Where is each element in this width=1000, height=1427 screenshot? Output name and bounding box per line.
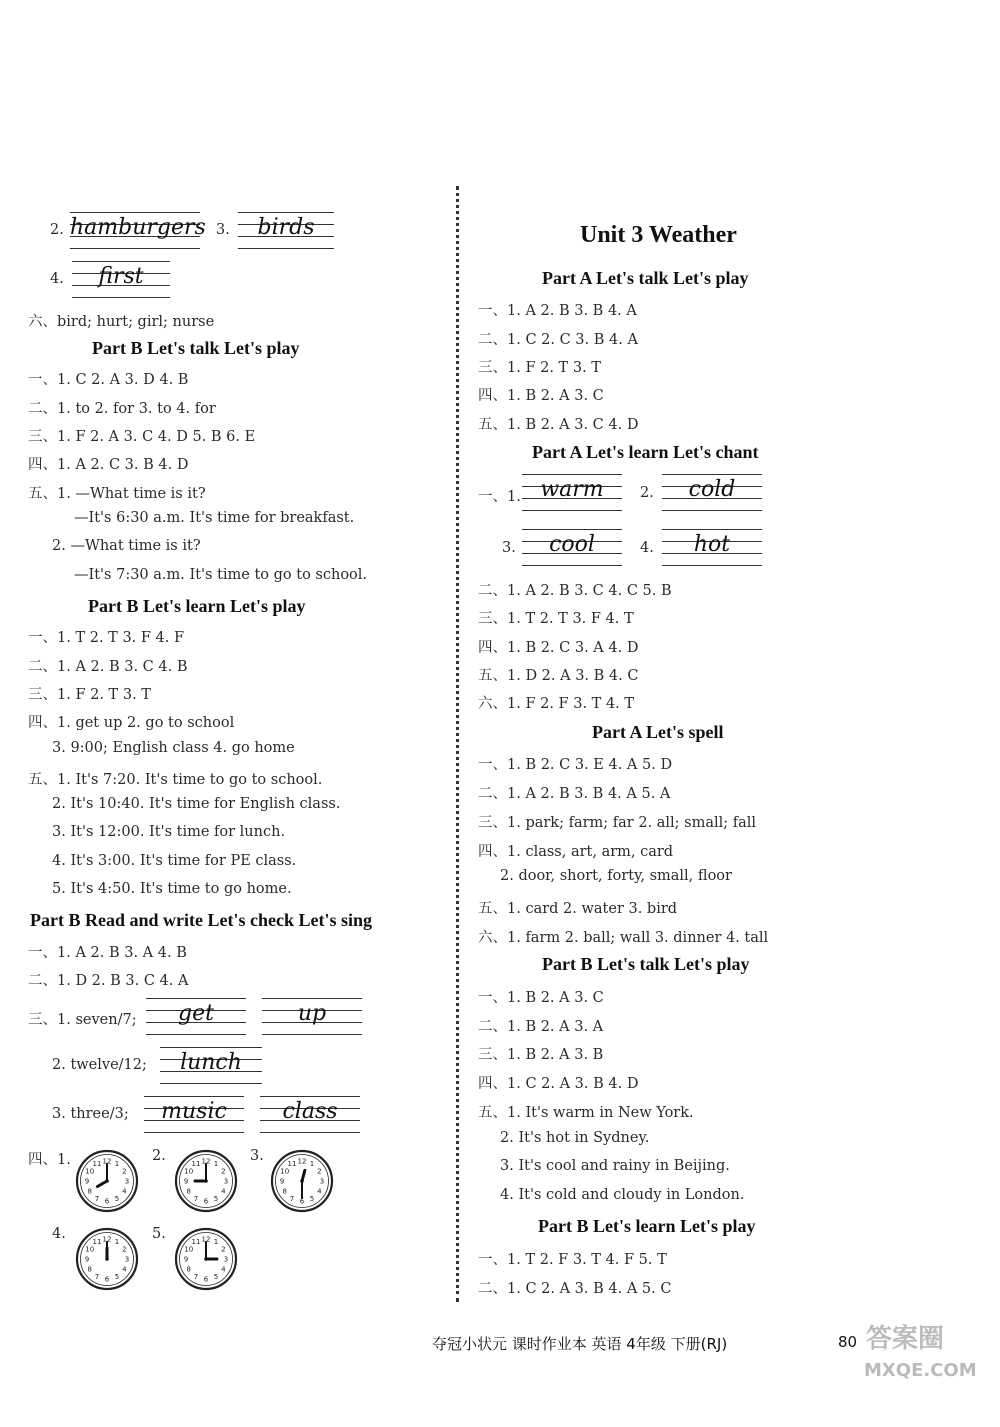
handwriting-box [144, 1096, 244, 1134]
answer-line: 一、1. C 2. A 3. D 4. B [28, 372, 189, 388]
clock-numeral: 11 [287, 1160, 297, 1169]
answer-line: 四、1. C 2. A 3. B 4. D [478, 1076, 639, 1092]
answer-line: 六、1. F 2. F 3. T 4. T [478, 696, 635, 712]
answer-line: 2. door, short, forty, small, floor [500, 868, 732, 884]
clock-numeral: 10 [280, 1167, 290, 1176]
answer-line: 二、1. A 2. B 3. C 4. C 5. B [478, 583, 672, 599]
column-divider [456, 186, 459, 1302]
handwriting-box [146, 998, 246, 1036]
handwritten-word: cold [688, 477, 736, 502]
clock-numeral: 11 [191, 1238, 201, 1247]
clock-numeral: 1 [213, 1238, 219, 1247]
answer-line: 3. three/3; [52, 1106, 129, 1122]
section-heading: Part B Let's talk Let's play [92, 338, 300, 358]
answer-line: 3. It's cool and rainy in Beijing. [500, 1158, 730, 1174]
item-number: 4. [52, 1226, 66, 1242]
unit-title: Unit 3 Weather [580, 222, 737, 248]
book-footer: 夺冠小状元 课时作业本 英语 4年级 下册(RJ) [432, 1335, 728, 1353]
handwriting-box [262, 998, 362, 1036]
clock-numeral: 3 [223, 1255, 229, 1264]
section-heading: Part B Let's learn Let's play [538, 1216, 756, 1236]
clock-numeral: 6 [104, 1197, 110, 1206]
answer-line: 三、1. F 2. A 3. C 4. D 5. B 6. E [28, 429, 256, 445]
clock-numeral: 5 [309, 1194, 315, 1203]
clock-numeral: 4 [122, 1265, 127, 1274]
answer-line: 2. It's 10:40. It's time for English class. [52, 796, 341, 812]
answer-line: 2. It's hot in Sydney. [500, 1130, 650, 1146]
answer-line: 四、1. B 2. A 3. C [478, 388, 604, 404]
answer-line: 三、1. B 2. A 3. B [478, 1047, 604, 1063]
item-number: 4. [50, 271, 64, 287]
clock-numeral: 5 [213, 1272, 219, 1281]
answer-line: 三、1. T 2. T 3. F 4. T [478, 611, 634, 627]
answer-line: 六、1. farm 2. ball; wall 3. dinner 4. tall [478, 930, 769, 946]
answer-line: 二、1. C 2. A 3. B 4. A 5. C [478, 1281, 672, 1297]
clock-numeral: 3 [124, 1255, 130, 1264]
clock-numeral: 12 [297, 1157, 307, 1166]
handwritten-word: warm [540, 477, 604, 502]
clock-numeral: 3 [124, 1177, 130, 1186]
handwriting-box [522, 474, 622, 512]
section-heading: Part B Let's talk Let's play [542, 954, 750, 974]
clock-numeral: 9 [183, 1255, 189, 1264]
answer-line: 二、1. A 2. B 3. C 4. B [28, 659, 188, 675]
clock-numeral: 1 [114, 1160, 120, 1169]
item-number: 2. [152, 1148, 166, 1164]
clock-numeral: 3 [319, 1177, 325, 1186]
answer-line: 一、1. A 2. B 3. B 4. A [478, 303, 637, 319]
clock-numeral: 1 [213, 1160, 219, 1169]
clock-numeral: 10 [85, 1245, 95, 1254]
answer-line: 三、1. seven/7; [28, 1012, 137, 1028]
answer-line: 5. It's 4:50. It's time to go home. [52, 881, 292, 897]
section-heading: Part B Let's learn Let's play [88, 596, 306, 616]
clock-numeral: 5 [114, 1194, 120, 1203]
answer-line: 四、1. get up 2. go to school [28, 715, 235, 731]
answer-line: 3. It's 12:00. It's time for lunch. [52, 824, 286, 840]
clock-numeral: 9 [84, 1255, 90, 1264]
item-number: 3. [216, 222, 230, 238]
clock-face [173, 1226, 239, 1292]
clock-numeral: 10 [184, 1167, 194, 1176]
clock-numeral: 5 [114, 1272, 120, 1281]
clock-numeral: 8 [87, 1187, 92, 1196]
answer-line: 二、1. C 2. C 3. B 4. A [478, 332, 638, 348]
answer-line: 五、1. —What time is it? [28, 486, 206, 502]
answer-line: 四、1. [28, 1152, 71, 1168]
item-number: 5. [152, 1226, 166, 1242]
clock-numeral: 4 [221, 1187, 226, 1196]
clock-face [74, 1148, 140, 1214]
clock-face [173, 1148, 239, 1214]
clock-numeral: 8 [186, 1187, 191, 1196]
answer-line: 一、1. A 2. B 3. A 4. B [28, 945, 187, 961]
item-number: 2. [50, 222, 64, 238]
answer-line: 三、1. F 2. T 3. T [478, 360, 601, 376]
clock-numeral: 8 [186, 1265, 191, 1274]
clock-numeral: 7 [289, 1194, 295, 1203]
clock-numeral: 12 [201, 1235, 211, 1244]
clock-numeral: 9 [183, 1177, 189, 1186]
clock-numeral: 6 [203, 1197, 209, 1206]
section-heading: Part A Let's spell [592, 722, 724, 742]
handwritten-word: first [98, 264, 144, 289]
handwritten-word: hot [693, 532, 731, 557]
page-number: 80 [838, 1333, 858, 1351]
clock-numeral: 11 [92, 1160, 102, 1169]
handwritten-word: up [297, 1001, 327, 1026]
item-number: 3. [502, 540, 516, 556]
answer-line: 二、1. to 2. for 3. to 4. for [28, 401, 216, 417]
handwritten-word: music [161, 1099, 227, 1124]
clock-face [269, 1148, 335, 1214]
answer-line: 三、1. F 2. T 3. T [28, 687, 151, 703]
handwriting-box [522, 529, 622, 567]
clock-numeral: 12 [201, 1157, 211, 1166]
clock-numeral: 2 [122, 1245, 127, 1254]
clock-numeral: 1 [114, 1238, 120, 1247]
answer-line: 2. —What time is it? [52, 538, 201, 554]
clock-face [74, 1226, 140, 1292]
clock-numeral: 2 [317, 1167, 322, 1176]
item-number: 4. [640, 540, 654, 556]
handwritten-word: lunch [180, 1050, 242, 1075]
item-number: 2. [640, 485, 654, 501]
handwritten-word: class [282, 1099, 338, 1124]
section-heading: Part A Let's learn Let's chant [532, 442, 759, 462]
clock-numeral: 8 [282, 1187, 287, 1196]
answer-line: 一、1. T 2. F 3. T 4. F 5. T [478, 1252, 667, 1268]
answer-line: 一、1. B 2. C 3. E 4. A 5. D [478, 757, 673, 773]
answer-line: —It's 6:30 a.m. It's time for breakfast. [74, 510, 355, 526]
handwriting-box [72, 261, 170, 299]
answer-line: 3. 9:00; English class 4. go home [52, 740, 295, 756]
handwriting-box [260, 1096, 360, 1134]
handwriting-box [160, 1047, 262, 1085]
clock-numeral: 1 [309, 1160, 315, 1169]
answer-line: 4. It's 3:00. It's time for PE class. [52, 853, 297, 869]
clock-numeral: 12 [102, 1235, 112, 1244]
handwritten-word: cool [549, 532, 595, 557]
item-number: 3. [250, 1148, 264, 1164]
handwriting-box [662, 529, 762, 567]
answer-line: 一、1. T 2. T 3. F 4. F [28, 630, 185, 646]
clock-numeral: 4 [221, 1265, 226, 1274]
clock-numeral: 7 [193, 1272, 199, 1281]
answer-line: 2. twelve/12; [52, 1057, 147, 1073]
clock-numeral: 7 [193, 1194, 199, 1203]
clock-numeral: 2 [221, 1245, 226, 1254]
clock-numeral: 3 [223, 1177, 229, 1186]
answer-line: 四、1. B 2. C 3. A 4. D [478, 640, 639, 656]
handwriting-box [70, 212, 206, 250]
handwritten-word: hamburgers [70, 215, 206, 240]
clock-numeral: 12 [102, 1157, 112, 1166]
handwriting-box [662, 474, 762, 512]
handwritten-word: get [178, 1001, 214, 1026]
handwritten-word: birds [257, 215, 315, 240]
answer-line: 五、1. It's 7:20. It's time to go to school. [28, 772, 323, 788]
clock-numeral: 8 [87, 1265, 92, 1274]
answer-line: 五、1. It's warm in New York. [478, 1105, 694, 1121]
answer-line: 四、1. class, art, arm, card [478, 844, 674, 860]
clock-numeral: 7 [94, 1194, 100, 1203]
answer-line: 五、1. card 2. water 3. bird [478, 901, 678, 917]
answer-line: 五、1. B 2. A 3. C 4. D [478, 417, 639, 433]
answer-line: 二、1. D 2. B 3. C 4. A [28, 973, 189, 989]
clock-numeral: 2 [221, 1167, 226, 1176]
clock-numeral: 4 [317, 1187, 322, 1196]
answer-line: 六、bird; hurt; girl; nurse [28, 314, 215, 330]
watermark-text: MXQE.COM [864, 1360, 977, 1381]
clock-numeral: 2 [122, 1167, 127, 1176]
item-number: 一、1. [478, 489, 521, 505]
clock-numeral: 6 [299, 1197, 305, 1206]
clock-numeral: 6 [203, 1275, 209, 1284]
clock-numeral: 5 [213, 1194, 219, 1203]
clock-numeral: 11 [92, 1238, 102, 1247]
clock-numeral: 9 [84, 1177, 90, 1186]
answer-line: 二、1. A 2. B 3. B 4. A 5. A [478, 786, 671, 802]
watermark-logo: 答案圈 [866, 1324, 945, 1354]
section-heading: Part B Read and write Let's check Let's sing [30, 910, 372, 930]
answer-line: 4. It's cold and cloudy in London. [500, 1187, 745, 1203]
clock-numeral: 9 [279, 1177, 285, 1186]
answer-line: 五、1. D 2. A 3. B 4. C [478, 668, 639, 684]
answer-line: 四、1. A 2. C 3. B 4. D [28, 457, 189, 473]
clock-numeral: 6 [104, 1275, 110, 1284]
section-heading: Part A Let's talk Let's play [542, 268, 749, 288]
answer-line: 三、1. park; farm; far 2. all; small; fall [478, 815, 757, 831]
clock-numeral: 10 [184, 1245, 194, 1254]
clock-numeral: 7 [94, 1272, 100, 1281]
answer-line: 一、1. B 2. A 3. C [478, 990, 604, 1006]
clock-numeral: 10 [85, 1167, 95, 1176]
clock-numeral: 11 [191, 1160, 201, 1169]
handwriting-box [238, 212, 334, 250]
answer-line: —It's 7:30 a.m. It's time to go to school. [74, 567, 368, 583]
clock-numeral: 4 [122, 1187, 127, 1196]
answer-line: 二、1. B 2. A 3. A [478, 1019, 604, 1035]
